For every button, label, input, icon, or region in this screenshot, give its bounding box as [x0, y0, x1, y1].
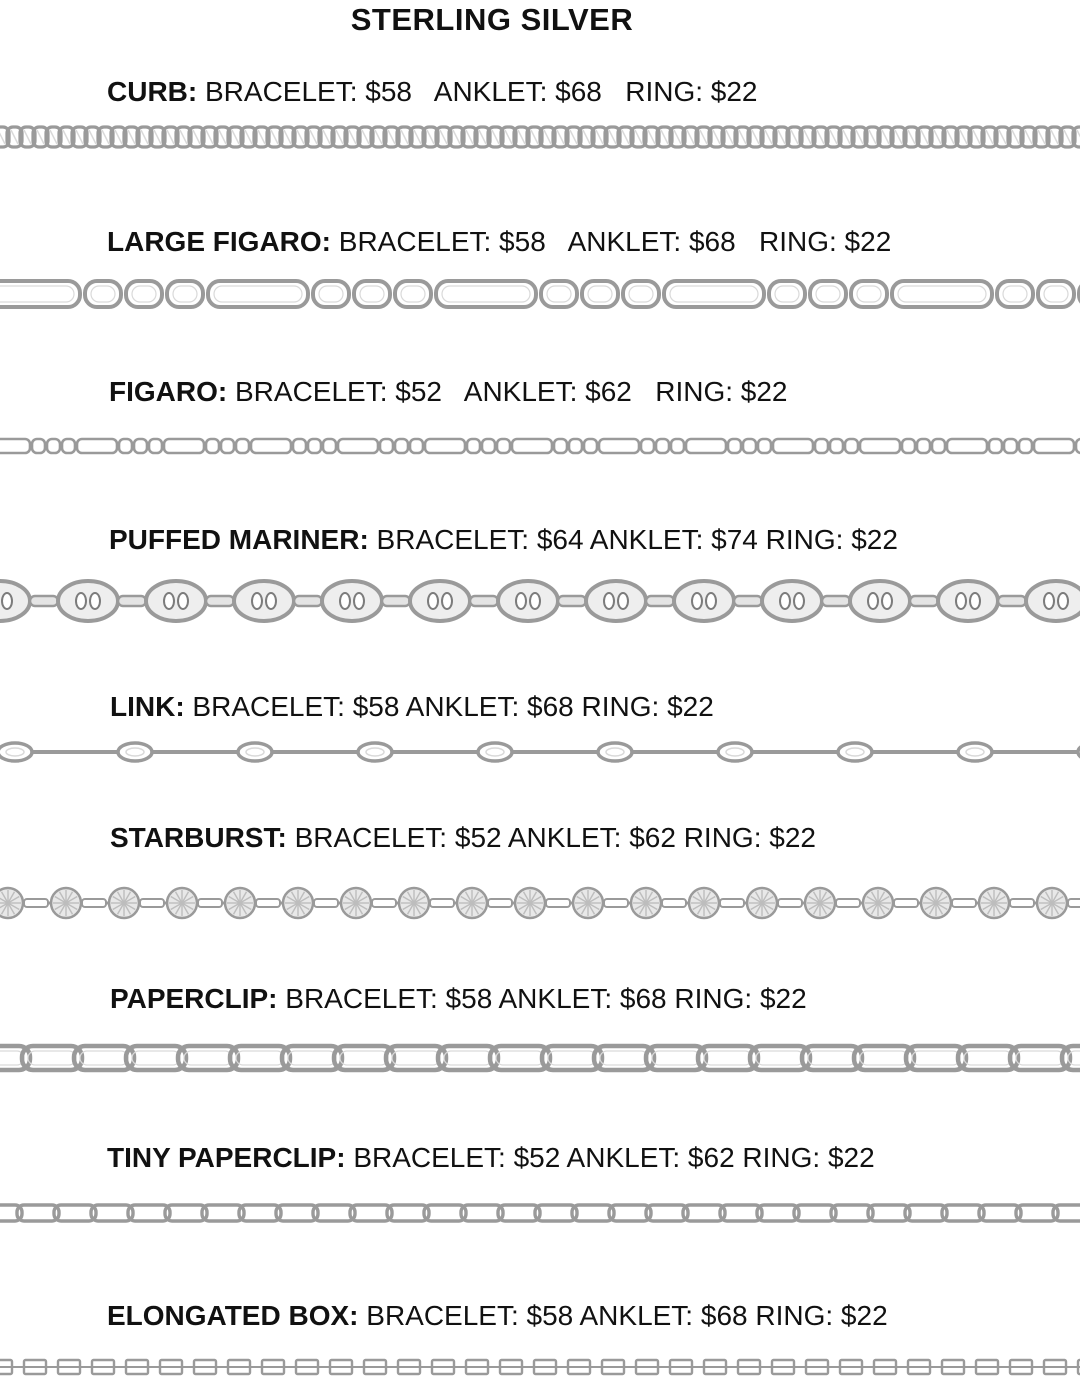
large-figaro-label [107, 226, 891, 258]
tiny-paperclip-label [107, 1142, 875, 1174]
elongated-box-label [107, 1300, 888, 1332]
chain-prices: BRACELET: $58 ANKLET: $68 RING: $22 [331, 226, 892, 257]
figaro-label [109, 376, 788, 408]
puffed-mariner-label [109, 524, 898, 556]
figaro-chain-image [0, 434, 1080, 458]
chain-prices: BRACELET: $58 ANKLET: $68 RING: $22 [277, 983, 807, 1014]
chain-name: LINK: [110, 691, 185, 722]
large-figaro-chain-image [0, 275, 1080, 313]
chain-prices: BRACELET: $52 ANKLET: $62 RING: $22 [286, 822, 816, 853]
chain-prices: BRACELET: $58 ANKLET: $68 RING: $22 [358, 1300, 888, 1331]
chain-prices: BRACELET: $58 ANKLET: $68 RING: $22 [184, 691, 714, 722]
chain-prices: BRACELET: $58 ANKLET: $68 RING: $22 [197, 76, 758, 107]
chain-name: TINY PAPERCLIP: [107, 1142, 346, 1173]
paperclip-chain-image [0, 1040, 1080, 1076]
elongated-box-chain-image [0, 1355, 1080, 1379]
puffed-mariner-chain-image [0, 570, 1080, 632]
chain-prices: BRACELET: $52 ANKLET: $62 RING: $22 [345, 1142, 875, 1173]
chain-name: PAPERCLIP: [110, 983, 278, 1014]
starburst-chain-image [0, 884, 1080, 922]
chain-name: ELONGATED BOX: [107, 1300, 359, 1331]
chain-name: FIGARO: [109, 376, 228, 407]
chain-name: PUFFED MARINER: [109, 524, 369, 555]
chain-prices: BRACELET: $64 ANKLET: $74 RING: $22 [368, 524, 898, 555]
tiny-paperclip-chain-image [0, 1198, 1080, 1228]
curb-chain-image [0, 122, 1080, 152]
chain-name: CURB: [107, 76, 198, 107]
link-chain-image [0, 738, 1080, 766]
link-label [110, 691, 714, 723]
chain-name: LARGE FIGARO: [107, 226, 331, 257]
chain-prices: BRACELET: $52 ANKLET: $62 RING: $22 [227, 376, 788, 407]
paperclip-label [110, 983, 807, 1015]
page-title: STERLING SILVER [350, 2, 634, 37]
curb-label [107, 76, 758, 108]
starburst-label [110, 822, 816, 854]
chain-name: STARBURST: [110, 822, 287, 853]
